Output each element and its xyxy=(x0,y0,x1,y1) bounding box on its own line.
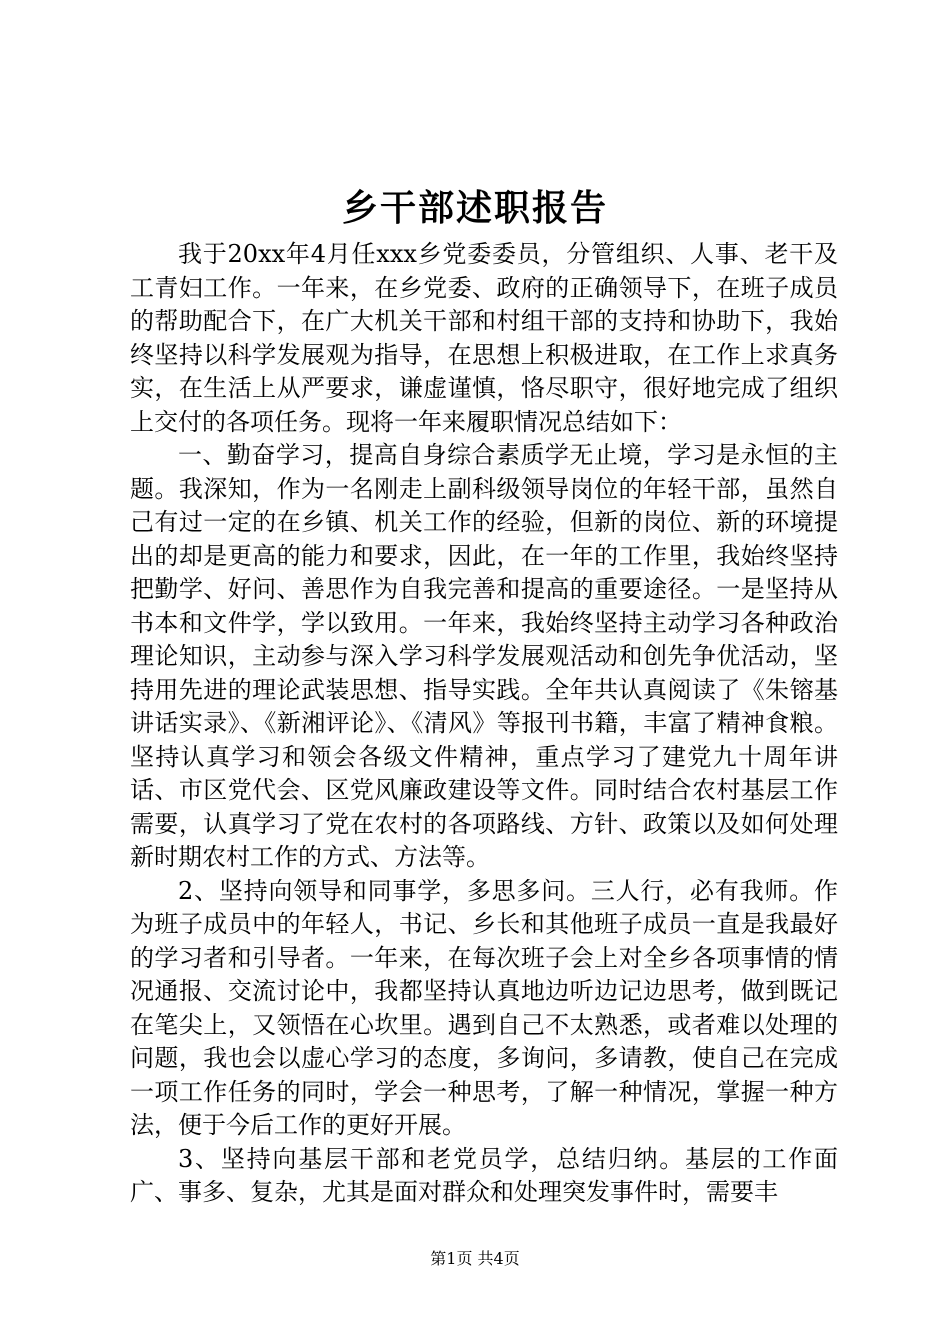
page-footer: 第1页 共4页 xyxy=(430,1249,520,1268)
paragraph-learn-from-grassroots: 3、坚持向基层干部和老党员学，总结归纳。基层的工作面广、事多、复杂，尤其是面对群众和处理突发事件时，需要丰 xyxy=(130,1144,838,1206)
paragraph-learn-from-leaders: 2、坚持向领导和同事学，多思多问。三人行，必有我师。作为班子成员中的年轻人，书记、乡长和其他班子成员一直是我最好的学习者和引导者。一年来，在每次班子会上对全乡各项事情的情况通报、交流讨论中，我都坚持认真地边听边记边思考，做到既记在笔尖上，又领悟在心坎里。遇到自己不太熟悉，或者难以处理的问题，我也会以虚心学习的态度，多询问，多请教，使自己在完成一项工作任务的同时，学会一种思考，了解一种情况，掌握一种方法，便于今后工作的更好开展。 xyxy=(130,876,838,1139)
paragraph-intro: 我于20xx年4月任xxx乡党委委员，分管组织、人事、老干及工青妇工作。一年来，在乡党委、政府的正确领导下，在班子成员的帮助配合下，在广大机关干部和村组干部的支持和协助下，我始终坚持以科学发展观为指导，在思想上积极进取，在工作上求真务实，在生活上从严要求，谦虚谨慎，恪尽职守，很好地完成了组织上交付的各项任务。现将一年来履职情况总结如下： xyxy=(130,240,838,436)
document-body xyxy=(130,238,838,1210)
document-title: 乡干部述职报告 xyxy=(341,187,608,229)
paragraph-study: 一、勤奋学习，提高自身综合素质学无止境，学习是永恒的主题。我深知，作为一名刚走上副科级领导岗位的年轻干部，虽然自己有过一定的在乡镇、机关工作的经验，但新的岗位、新的环境提出的却是更高的能力和要求，因此，在一年的工作里，我始终坚持把勤学、好问、善思作为自我完善和提高的重要途径。一是坚持从书本和文件学，学以致用。一年来，我始终坚持主动学习各种政治理论知识，主动参与深入学习科学发展观活动和创先争优活动，坚持用先进的理论武装思想、指导实践。全年共认真阅读了《朱镕基讲话实录》、《新湘评论》、《清风》等报刊书籍，丰富了精神食粮。坚持认真学习和领会各级文件精神，重点学习了建党九十周年讲话、市区党代会、区党风廉政建设等文件。同时结合农村基层工作需要，认真学习了党在农村的各项路线、方针、政策以及如何处理新时期农村工作的方式、方法等。 xyxy=(130,441,838,871)
